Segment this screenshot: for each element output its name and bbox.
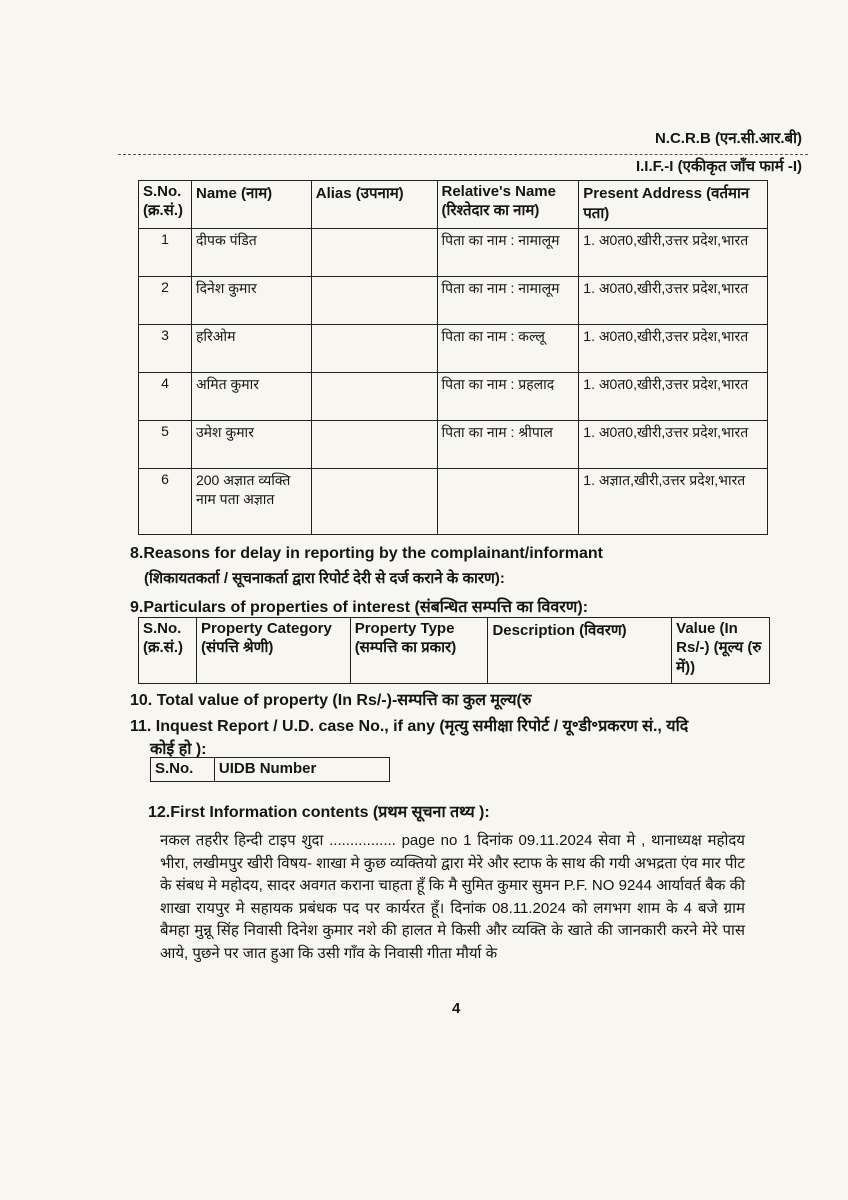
- cell-alias: [311, 421, 437, 469]
- table-row: [139, 421, 768, 469]
- cell-name: उमेश कुमार: [191, 421, 311, 469]
- cell-address: 1. अ0त0,खीरी,उत्तर प्रदेश,भारत: [579, 373, 768, 421]
- table-row: [139, 229, 768, 277]
- header-divider: [118, 154, 808, 155]
- section-10-title: 10. Total value of property (In Rs/-)-सम्पत्ति का कुल मूल्य(रु: [130, 692, 532, 709]
- cell-alias: [311, 229, 437, 277]
- cell-relative: पिता का नाम : नामालूम: [437, 229, 579, 277]
- cell-relative: पिता का नाम : कल्लू: [437, 325, 579, 373]
- col-relative: Relative's Name (रिश्तेदार का नाम): [437, 181, 579, 229]
- col-description: Description (विवरण): [488, 618, 672, 684]
- cell-sno: 5: [139, 421, 192, 469]
- col-alias: Alias (उपनाम): [311, 181, 437, 229]
- cell-relative: पिता का नाम : नामालूम: [437, 277, 579, 325]
- header-ncrb: N.C.R.B (एन.सी.आर.बी): [654, 130, 802, 147]
- cell-sno: 3: [139, 325, 192, 373]
- col-property-category: Property Category (संपत्ति श्रेणी): [196, 618, 350, 684]
- cell-name: दीपक पंडित: [191, 229, 311, 277]
- table-row: [139, 325, 768, 373]
- section-8-title: 8.Reasons for delay in reporting by the complainant/informant: [130, 545, 603, 562]
- uidb-table: [150, 757, 390, 782]
- cell-address: 1. अ0त0,खीरी,उत्तर प्रदेश,भारत: [579, 325, 768, 373]
- col-sno: S.No.: [151, 758, 215, 782]
- cell-sno: 6: [139, 469, 192, 535]
- cell-address: 1. अ0त0,खीरी,उत्तर प्रदेश,भारत: [579, 229, 768, 277]
- cell-name: अमित कुमार: [191, 373, 311, 421]
- accused-table: [138, 180, 768, 535]
- cell-relative: पिता का नाम : श्रीपाल: [437, 421, 579, 469]
- cell-alias: [311, 325, 437, 373]
- col-uidb-number: UIDB Number: [214, 758, 389, 782]
- cell-sno: 1: [139, 229, 192, 277]
- cell-address: 1. अज्ञात,खीरी,उत्तर प्रदेश,भारत: [579, 469, 768, 535]
- first-information-body: नकल तहरीर हिन्दी टाइप शुदा ................ page no 1 दिनांक 09.11.2024 सेवा मे , थानाध्यक्ष महोदय भीरा, लखीमपुर खीरी विषय- शाखा मे कुछ व्यक्तियो द्वारा मेरे और स्टाफ के साथ की गयी अभद्रता एंव मार पीट के संबध मे महोदय, सादर अवगत कराना चाहता हूँ कि मै सुमित कुमार सुमन P.F. NO 9244 आर्यावर्त बैक की शाखा रायपुर मे सहायक प्रबंधक पद पर कार्यरत हूँ। दिनांक 08.11.2024 को लगभग शाम के 4 बजे ग्राम बैमहा मुन्नू सिंह निवासी दिनेश कुमार नशे की हालत मे किसी और व्यक्ति के खाते की जानकारी करने मेरे पास आये, पुछने पर जात हुआ कि उसी गाँव के निवासी गीता मौर्या के: [160, 832, 745, 962]
- col-sno: S.No. (क्र.सं.): [139, 618, 197, 684]
- header-form: I.I.F.-I (एकीकृत जाँच फार्म -I): [635, 158, 802, 175]
- property-table: [138, 617, 770, 684]
- cell-address: 1. अ0त0,खीरी,उत्तर प्रदेश,भारत: [579, 421, 768, 469]
- cell-name: दिनेश कुमार: [191, 277, 311, 325]
- cell-alias: [311, 373, 437, 421]
- cell-relative: पिता का नाम : प्रहलाद: [437, 373, 579, 421]
- section-9-title: 9.Particulars of properties of interest (संबन्धित सम्पत्ति का विवरण):: [130, 599, 589, 616]
- col-name: Name (नाम): [191, 181, 311, 229]
- cell-name: 200 अज्ञात व्यक्ति नाम पता अज्ञात: [191, 469, 311, 535]
- col-property-type: Property Type (सम्पत्ति का प्रकार): [350, 618, 488, 684]
- section-12-title: 12.First Information contents (प्रथम सूचना तथ्य ):: [148, 804, 490, 821]
- cell-name: हरिओम: [191, 325, 311, 373]
- table-row: [139, 373, 768, 421]
- cell-alias: [311, 277, 437, 325]
- cell-sno: 2: [139, 277, 192, 325]
- section-11-title: 11. Inquest Report / U.D. case No., if any (मृत्यु समीक्षा रिपोर्ट / यू॰डी॰प्रकरण सं., यदि: [130, 718, 689, 735]
- cell-relative: [437, 469, 579, 535]
- table-row: [139, 469, 768, 535]
- section-11-title-cont: कोई हो ):: [150, 741, 207, 758]
- section-8-subtitle: (शिकायतकर्ता / सूचनाकर्ता द्वारा रिपोर्ट देरी से दर्ज कराने के कारण):: [144, 570, 505, 587]
- col-address: Present Address (वर्तमान पता): [579, 181, 768, 229]
- page-number: 4: [452, 1000, 461, 1017]
- col-sno: S.No. (क्र.सं.): [139, 181, 192, 229]
- cell-alias: [311, 469, 437, 535]
- table-row: [139, 277, 768, 325]
- cell-address: 1. अ0त0,खीरी,उत्तर प्रदेश,भारत: [579, 277, 768, 325]
- col-value: Value (In Rs/-) (मूल्य (रु में)): [672, 618, 770, 684]
- cell-sno: 4: [139, 373, 192, 421]
